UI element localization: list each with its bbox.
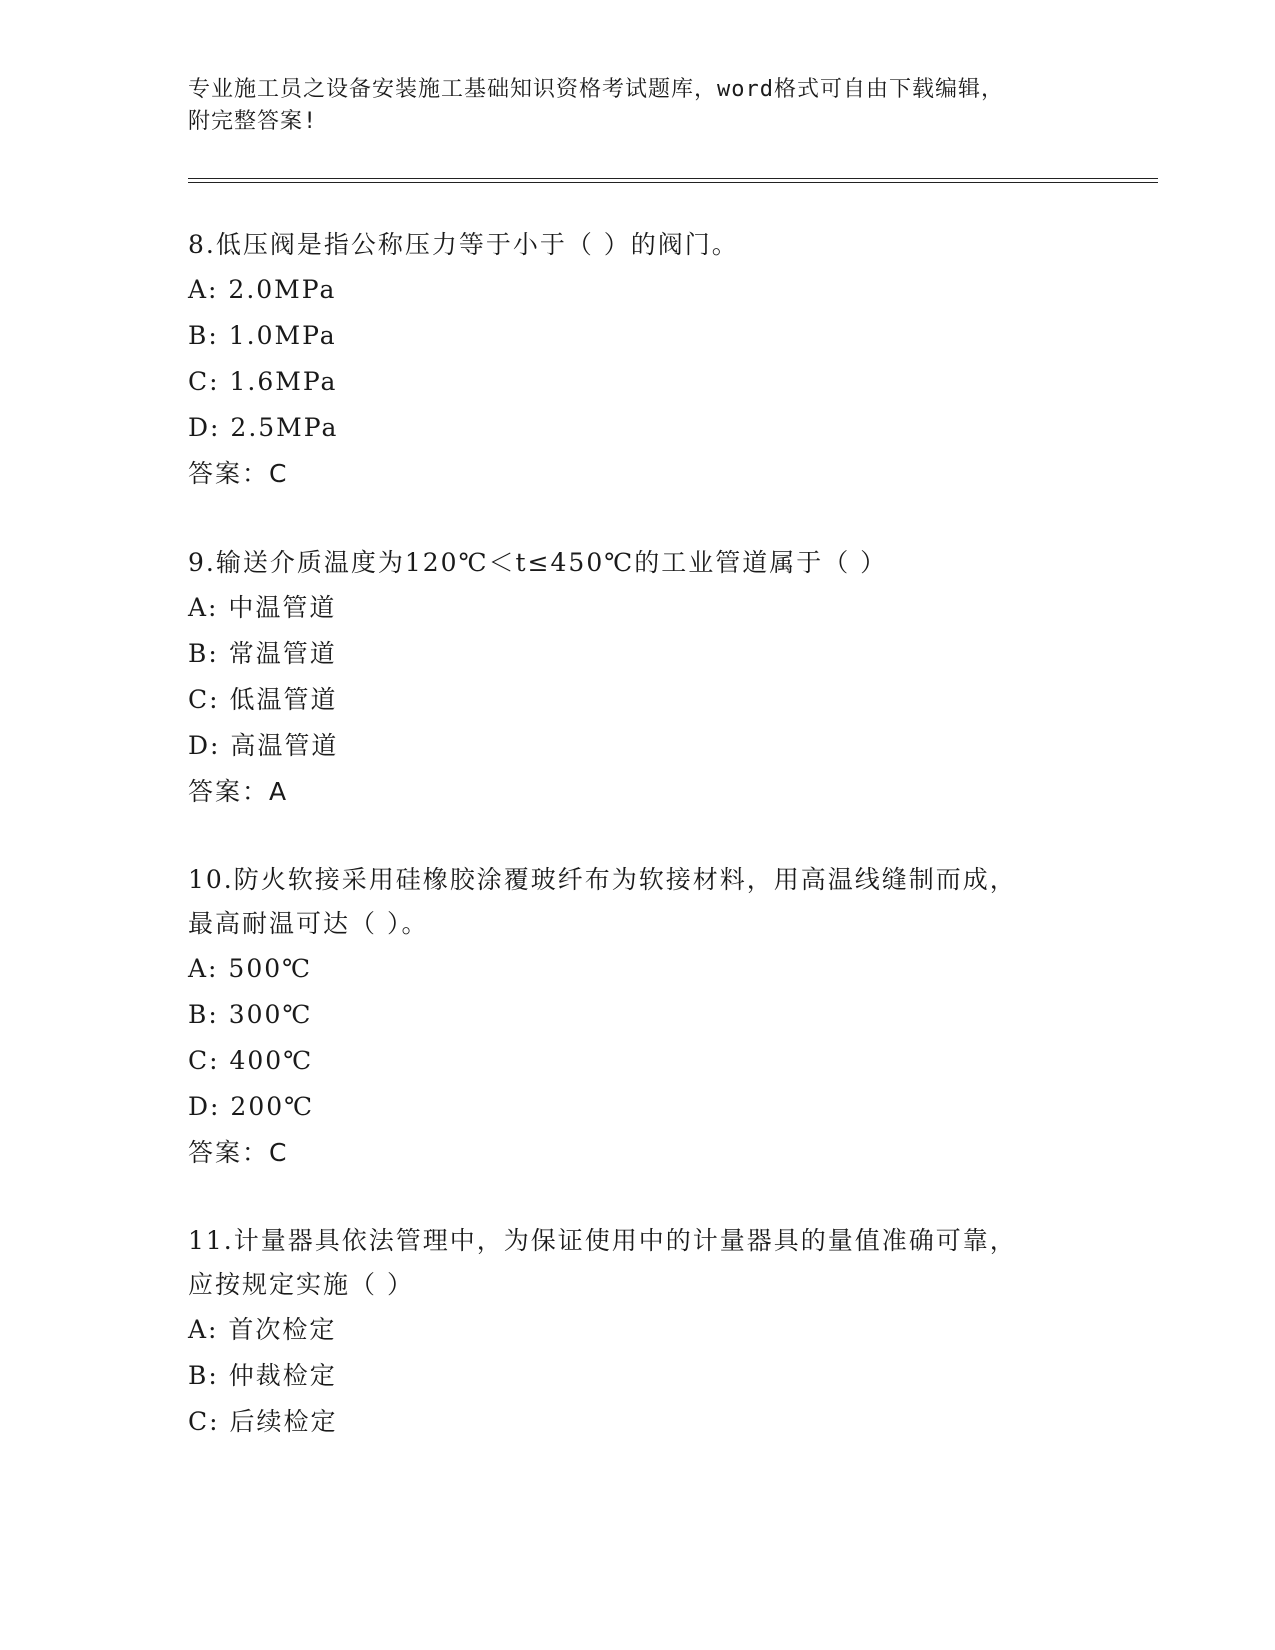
- header-line-1: 专业施工员之设备安装施工基础知识资格考试题库，word格式可自由下载编辑，: [188, 77, 1004, 102]
- answer-line: 答案：C: [188, 1138, 289, 1167]
- question-9: [188, 541, 1088, 815]
- option-c: C: 后续检定: [188, 1407, 338, 1436]
- option-b: B: 常温管道: [188, 639, 337, 668]
- document-header: [188, 74, 1068, 138]
- question-8: [188, 223, 1088, 497]
- question-stem: 10.防火软接采用硅橡胶涂覆玻纤布为软接材料，用高温线缝制而成，: [188, 865, 1017, 894]
- header-line-2: 附完整答案!: [188, 109, 318, 134]
- option-d: D: 高温管道: [188, 731, 339, 760]
- option-a: A: 500℃: [188, 954, 313, 983]
- question-stem-continued: 最高耐温可达（ ）。: [188, 909, 429, 938]
- option-d: D: 2.5MPa: [188, 413, 339, 442]
- option-c: C: 1.6MPa: [188, 367, 338, 396]
- option-d: D: 200℃: [188, 1092, 315, 1121]
- answer-line: 答案：A: [188, 777, 289, 806]
- option-b: B: 1.0MPa: [188, 321, 337, 350]
- option-a: A: 2.0MPa: [188, 275, 337, 304]
- option-a: A: 中温管道: [188, 593, 337, 622]
- option-b: B: 300℃: [188, 1000, 313, 1029]
- option-c: C: 低温管道: [188, 685, 338, 714]
- question-stem: 9.输送介质温度为120℃＜t≤450℃的工业管道属于（ ）: [188, 548, 888, 577]
- header-divider: [188, 178, 1158, 183]
- question-11: [188, 1219, 1088, 1445]
- question-stem-continued: 应按规定实施（ ）: [188, 1270, 414, 1299]
- option-b: B: 仲裁检定: [188, 1361, 337, 1390]
- question-stem: 8.低压阀是指公称压力等于小于（ ）的阀门。: [188, 230, 739, 259]
- answer-line: 答案：C: [188, 459, 289, 488]
- question-stem: 11.计量器具依法管理中，为保证使用中的计量器具的量值准确可靠，: [188, 1226, 1017, 1255]
- question-10: [188, 858, 1088, 1176]
- option-c: C: 400℃: [188, 1046, 314, 1075]
- option-a: A: 首次检定: [188, 1315, 337, 1344]
